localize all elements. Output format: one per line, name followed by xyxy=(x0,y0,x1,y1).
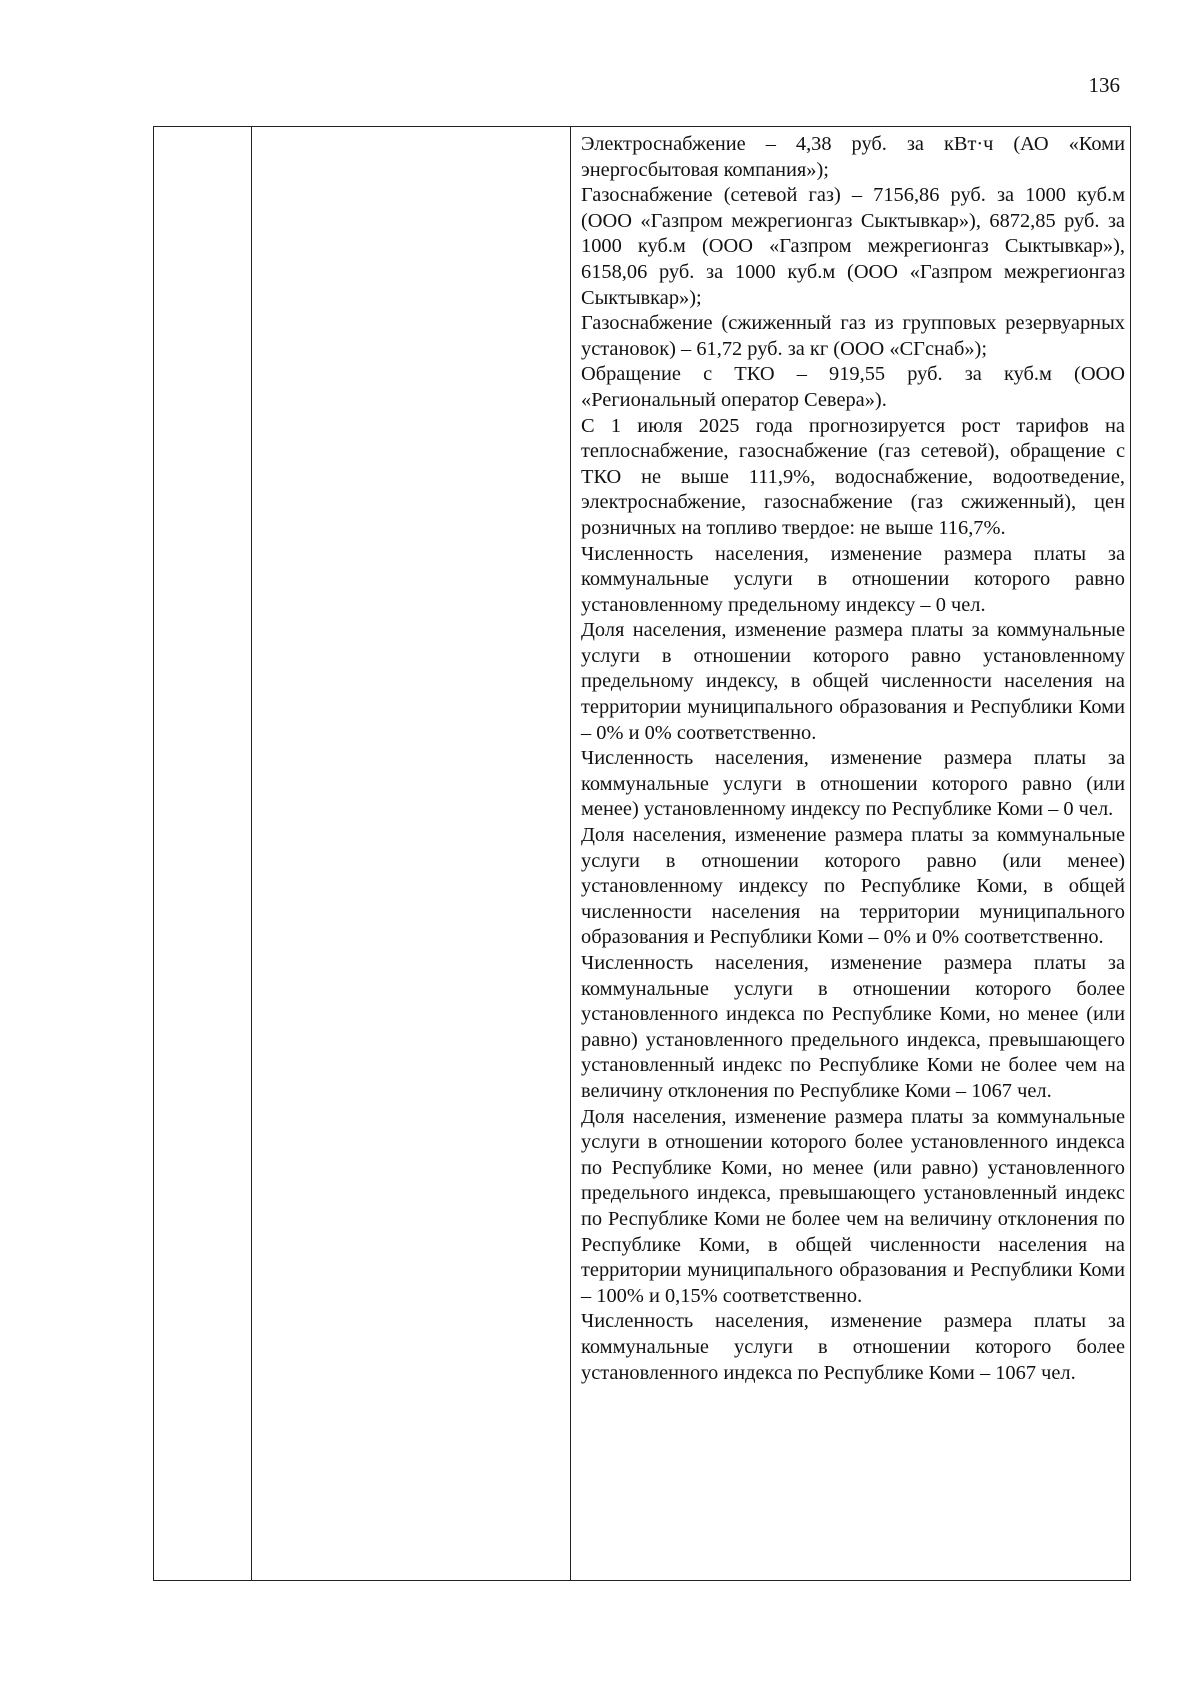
paragraph-gas-network-tariff: Газоснабжение (сетевой газ) – 7156,86 руб. за 1000 куб.м (ООО «Газпром межрегионгаз Сыктывкар»), 6872,85 руб. за 1000 куб.м (ООО «Газпром межрегионгаз Сыктывкар»), 6158,06 руб. за 1000 куб.м (ООО «Газпром межрегионгаз Сыктывкар»); xyxy=(581,184,1125,309)
paragraph-gas-liquefied-tariff: Газоснабжение (сжиженный газ из групповых резервуарных установок) – 61,72 руб. за кг (ООО «СГснаб»); xyxy=(581,312,1125,360)
paragraph-waste-tariff: Обращение с ТКО – 919,55 руб. за куб.м (ООО «Региональный оператор Севера»). xyxy=(581,363,1125,411)
paragraph-share-republic-index: Доля населения, изменение размера платы за коммунальные услуги в отношении которого равно (или менее) установленному индексу по Республике Коми, в общей численности населения на территории муниципального образования и Республики Коми – 0% и 0% соответственно. xyxy=(581,824,1125,949)
paragraph-tariff-forecast: С 1 июля 2025 года прогнозируется рост тарифов на теплоснабжение, газоснабжение (газ сетевой), обращение с ТКО не выше 111,9%, водоснабжение, водоотведение, электроснабжение, газоснабжение (газ сжиженный), цен розничных на топливо твердое: не выше 116,7%. xyxy=(581,414,1125,539)
paragraph-share-above-index: Доля населения, изменение размера платы за коммунальные услуги в отношении которого более установленного индекса по Республике Коми, но менее (или равно) установленного предельного индекса, превышающего установленный индекс по Республике Коми не более чем на величину отклонения по Республике Коми, в общей численности населения на территории муниципального образования и Республики Коми – 100% и 0,15% соответственно. xyxy=(581,1105,1125,1307)
paragraph-population-limit-index: Численность населения, изменение размера платы за коммунальные услуги в отношении которого равно установленному предельному индексу – 0 чел. xyxy=(581,542,1125,616)
table-column-3 xyxy=(571,127,1130,1580)
table-column-2 xyxy=(252,127,571,1580)
paragraph-population-more-than-index: Численность населения, изменение размера платы за коммунальные услуги в отношении которого более установленного индекса по Республике Коми – 1067 чел. xyxy=(581,1310,1125,1384)
paragraph-population-above-index: Численность населения, изменение размера платы за коммунальные услуги в отношении которого более установленного индекса по Республике Коми, но менее (или равно) установленного предельного индекса, превышающего установленный индекс по Республике Коми не более чем на величину отклонения по Республике Коми – 1067 чел. xyxy=(581,952,1125,1102)
document-table xyxy=(153,126,1131,1581)
paragraph-electricity-tariff: Электроснабжение – 4,38 руб. за кВт·ч (АО «Коми энергосбытовая компания»); xyxy=(581,133,1125,181)
paragraph-population-republic-index: Численность населения, изменение размера платы за коммунальные услуги в отношении которого равно (или менее) установленному индексу по Республике Коми – 0 чел. xyxy=(581,747,1125,821)
table-column-1 xyxy=(154,127,252,1580)
paragraph-share-limit-index: Доля населения, изменение размера платы за коммунальные услуги в отношении которого равно установленному предельному индексу, в общей численности населения на территории муниципального образования и Республики Коми – 0% и 0% соответственно. xyxy=(581,619,1125,744)
page-number: 136 xyxy=(1088,73,1120,97)
